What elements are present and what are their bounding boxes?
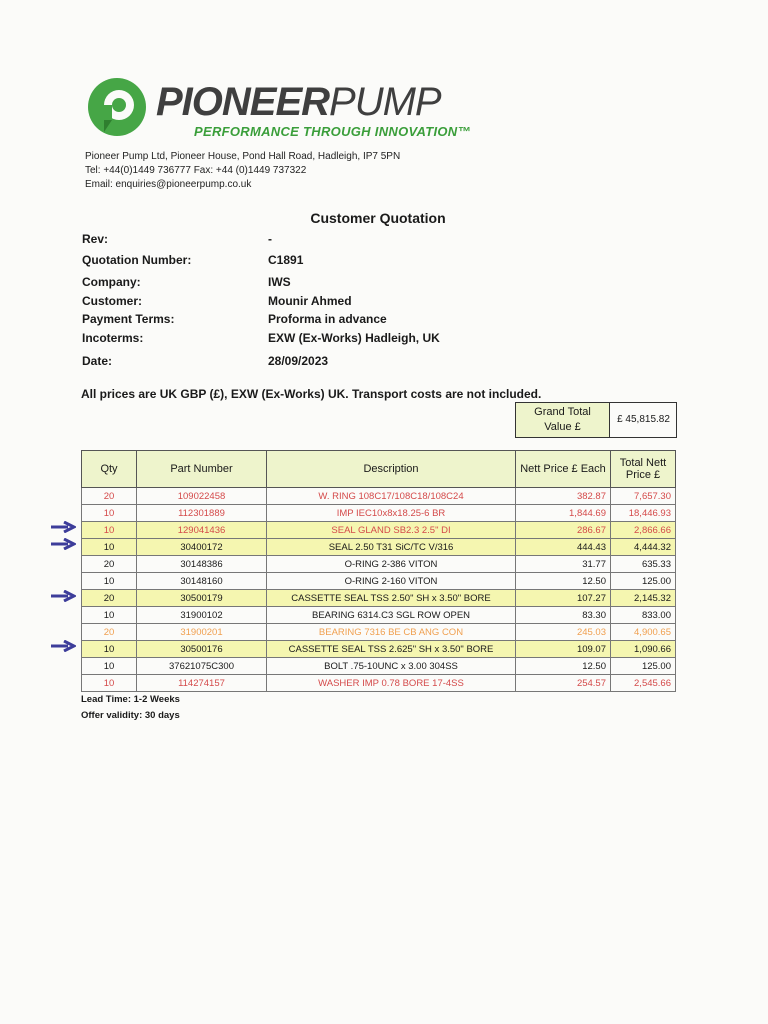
table-row [82, 556, 676, 573]
row-nett-price: 31.77 [516, 556, 611, 573]
row-part-number: 109022458 [137, 488, 267, 505]
table-row [82, 607, 676, 624]
grand-total-label-line1: Grand Total [534, 406, 591, 418]
row-total-nett-price: 125.00 [611, 658, 676, 675]
payment-terms-label: Payment Terms: [82, 312, 175, 326]
arrow-right-icon [50, 538, 76, 550]
arrow-right-icon [50, 521, 76, 533]
grand-total-box [515, 402, 677, 438]
column-header-part-number: Part Number [137, 451, 267, 488]
row-nett-price: 286.67 [516, 522, 611, 539]
row-nett-price: 444.43 [516, 539, 611, 556]
pioneer-logo-icon [86, 76, 148, 138]
customer-value: Mounir Ahmed [268, 294, 352, 308]
row-description: O-RING 2-160 VITON [267, 573, 516, 590]
table-body [82, 488, 676, 692]
table-row [82, 658, 676, 675]
row-description: SEAL 2.50 T31 SiC/TC V/316 [267, 539, 516, 556]
column-header-nett-price: Nett Price £ Each [516, 451, 611, 488]
quotation-number-label: Quotation Number: [82, 253, 192, 267]
row-part-number: 31900102 [137, 607, 267, 624]
row-nett-price: 12.50 [516, 658, 611, 675]
row-nett-price: 109.07 [516, 641, 611, 658]
row-description: BEARING 6314.C3 SGL ROW OPEN [267, 607, 516, 624]
customer-label: Customer: [82, 294, 143, 308]
row-description: O-RING 2-386 VITON [267, 556, 516, 573]
row-total-nett-price: 635.33 [611, 556, 676, 573]
row-description: CASSETTE SEAL TSS 2.625" SH x 3.50" BORE [267, 641, 516, 658]
company-value: IWS [268, 275, 291, 289]
document-title: Customer Quotation [310, 210, 446, 226]
row-nett-price: 12.50 [516, 573, 611, 590]
row-qty: 10 [82, 505, 137, 522]
payment-terms-value: Proforma in advance [268, 312, 387, 326]
table-row [82, 488, 676, 505]
row-nett-price: 382.87 [516, 488, 611, 505]
row-nett-price: 83.30 [516, 607, 611, 624]
row-part-number: 31900201 [137, 624, 267, 641]
incoterms-label: Incoterms: [82, 331, 144, 345]
row-part-number: 30500179 [137, 590, 267, 607]
brand-name-bold: PIONEER [156, 80, 330, 124]
row-total-nett-price: 833.00 [611, 607, 676, 624]
row-part-number: 37621075C300 [137, 658, 267, 675]
quotation-items-table [81, 450, 676, 692]
row-part-number: 114274157 [137, 675, 267, 692]
row-part-number: 30148160 [137, 573, 267, 590]
table-row [82, 624, 676, 641]
table-row [82, 590, 676, 607]
row-total-nett-price: 7,657.30 [611, 488, 676, 505]
row-nett-price: 254.57 [516, 675, 611, 692]
row-qty: 10 [82, 539, 137, 556]
row-description: W. RING 108C17/108C18/108C24 [267, 488, 516, 505]
lead-time: Lead Time: 1-2 Weeks [81, 694, 180, 705]
row-part-number: 129041436 [137, 522, 267, 539]
row-description: SEAL GLAND SB2.3 2.5" DI [267, 522, 516, 539]
quotation-number-value: C1891 [268, 253, 304, 267]
row-qty: 10 [82, 658, 137, 675]
offer-validity: Offer validity: 30 days [81, 710, 180, 721]
row-total-nett-price: 1,090.66 [611, 641, 676, 658]
date-label: Date: [82, 354, 113, 368]
row-description: BEARING 7316 BE CB ANG CON [267, 624, 516, 641]
table-header-row [82, 451, 676, 488]
grand-total-value: £ 45,815.82 [617, 414, 670, 425]
column-header-description: Description [267, 451, 516, 488]
rev-label: Rev: [82, 232, 109, 246]
table-row [82, 573, 676, 590]
row-total-nett-price: 2,145.32 [611, 590, 676, 607]
company-logo [86, 76, 471, 142]
row-nett-price: 245.03 [516, 624, 611, 641]
table-row [82, 675, 676, 692]
grand-total-label-line2: Value £ [544, 421, 581, 433]
row-total-nett-price: 4,900.65 [611, 624, 676, 641]
company-address: Pioneer Pump Ltd, Pioneer House, Pond Hall Road, Hadleigh, IP7 5PN [85, 151, 401, 162]
row-description: IMP IEC10x8x18.25-6 BR [267, 505, 516, 522]
rev-value: - [268, 232, 272, 246]
row-qty: 10 [82, 641, 137, 658]
row-qty: 20 [82, 488, 137, 505]
table-row [82, 505, 676, 522]
column-header-total-nett-price: Total Nett Price £ [611, 451, 676, 488]
row-qty: 10 [82, 675, 137, 692]
row-part-number: 112301889 [137, 505, 267, 522]
prices-note: All prices are UK GBP (£), EXW (Ex-Works) UK. Transport costs are not included. [81, 387, 542, 401]
table-row [82, 539, 676, 556]
date-value: 28/09/2023 [268, 354, 329, 368]
arrow-right-icon [50, 640, 76, 652]
row-total-nett-price: 4,444.32 [611, 539, 676, 556]
row-description: BOLT .75-10UNC x 3.00 304SS [267, 658, 516, 675]
row-qty: 10 [82, 522, 137, 539]
row-nett-price: 1,844.69 [516, 505, 611, 522]
row-part-number: 30148386 [137, 556, 267, 573]
row-description: WASHER IMP 0.78 BORE 17-4SS [267, 675, 516, 692]
row-part-number: 30400172 [137, 539, 267, 556]
row-qty: 20 [82, 624, 137, 641]
row-total-nett-price: 18,446.93 [611, 505, 676, 522]
column-header-qty: Qty [82, 451, 137, 488]
grand-total-label [516, 403, 610, 437]
arrow-right-icon [50, 590, 76, 602]
brand-name-light: PUMP [329, 80, 441, 124]
row-part-number: 30500176 [137, 641, 267, 658]
row-nett-price: 107.27 [516, 590, 611, 607]
company-label: Company: [82, 275, 141, 289]
brand-tagline: PERFORMANCE THROUGH INNOVATION™ [194, 124, 471, 139]
row-qty: 20 [82, 556, 137, 573]
company-email: Email: enquiries@pioneerpump.co.uk [85, 179, 252, 190]
brand-name [156, 80, 441, 124]
row-total-nett-price: 2,545.66 [611, 675, 676, 692]
table-row [82, 641, 676, 658]
row-description: CASSETTE SEAL TSS 2.50" SH x 3.50" BORE [267, 590, 516, 607]
row-total-nett-price: 125.00 [611, 573, 676, 590]
row-qty: 10 [82, 573, 137, 590]
row-total-nett-price: 2,866.66 [611, 522, 676, 539]
table-row [82, 522, 676, 539]
row-qty: 20 [82, 590, 137, 607]
row-qty: 10 [82, 607, 137, 624]
incoterms-value: EXW (Ex-Works) Hadleigh, UK [268, 331, 440, 345]
company-phone: Tel: +44(0)1449 736777 Fax: +44 (0)1449 737322 [85, 165, 307, 176]
